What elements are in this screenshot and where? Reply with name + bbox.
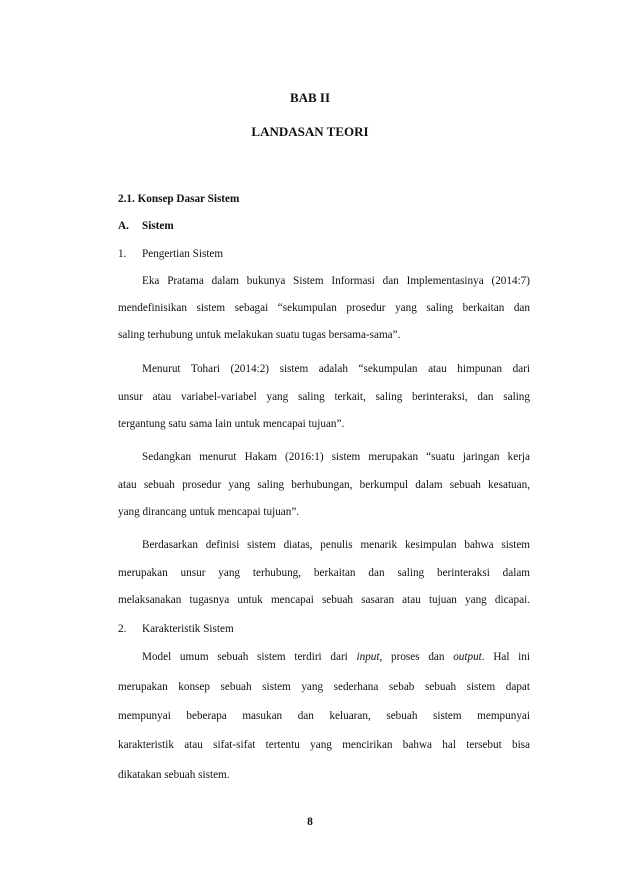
paragraph-line: mempunyai beberapa masukan dan keluaran, sebuah sistem mempunyai	[118, 710, 530, 722]
paragraph-line: Eka Pratama dalam bukunya Sistem Informasi dan Implementasinya (2014:7)	[142, 275, 530, 287]
paragraph-line: unsur atau variabel-variabel yang saling terkait, saling berinteraksi, dan saling	[118, 391, 530, 403]
item-title: Karakteristik Sistem	[142, 623, 234, 635]
item-heading-2	[118, 622, 530, 636]
text-run: Model umum sebuah sistem terdiri dari	[142, 651, 357, 663]
page-number: 8	[307, 816, 313, 828]
paragraph-line: yang dirancang untuk mencapai tujuan”.	[118, 506, 300, 518]
paragraph-line: tergantung satu sama lain untuk mencapai tujuan”.	[118, 418, 345, 430]
paragraph-line: dikatakan sebuah sistem.	[118, 769, 230, 781]
paragraph-line: Berdasarkan definisi sistem diatas, penulis menarik kesimpulan bahwa sistem	[142, 539, 530, 551]
item-number: 2.	[118, 623, 127, 635]
text-run: , proses dan	[379, 651, 454, 663]
item-number: 1.	[118, 248, 127, 260]
chapter-label: BAB II	[289, 90, 331, 105]
paragraph-line: atau sebuah prosedur yang saling berhubungan, berkumpul dalam sebuah kesatuan,	[118, 479, 530, 491]
paragraph-line: Menurut Tohari (2014:2) sistem adalah “sekumpulan atau himpunan dari	[142, 363, 530, 375]
item-title: Pengertian Sistem	[142, 248, 224, 260]
section-heading: 2.1. Konsep Dasar Sistem	[118, 193, 240, 205]
text-run: . Hal ini	[481, 651, 530, 663]
subsection-heading	[118, 219, 530, 233]
paragraph-line: Sedangkan menurut Hakam (2016:1) sistem merupakan “suatu jaringan kerja	[142, 451, 530, 463]
subsection-label: A.	[118, 220, 129, 232]
paragraph-line: saling terhubung untuk melakukan suatu tugas bersama-sama”.	[118, 329, 401, 341]
italic-term-input: input	[356, 651, 380, 663]
item-heading-1	[118, 247, 530, 261]
subsection-title: Sistem	[142, 220, 174, 232]
paragraph-line: melaksanakan tugasnya untuk mencapai sebuah sasaran atau tujuan yang dicapai.	[118, 594, 530, 606]
paragraph-line	[142, 650, 530, 664]
italic-term-output: output	[453, 651, 482, 663]
chapter-title: LANDASAN TEORI	[251, 124, 369, 139]
paragraph-line: karakteristik atau sifat-sifat tertentu yang mencirikan bahwa hal tersebut bisa	[118, 739, 530, 751]
paragraph-line: merupakan konsep sebuah sistem yang sederhana sebab sebuah sistem dapat	[118, 681, 530, 693]
paragraph-line: mendefinisikan sistem sebagai “sekumpulan prosedur yang saling berkaitan dan	[118, 302, 530, 314]
paragraph-line: merupakan unsur yang terhubung, berkaitan dan saling berinteraksi dalam	[118, 567, 530, 579]
